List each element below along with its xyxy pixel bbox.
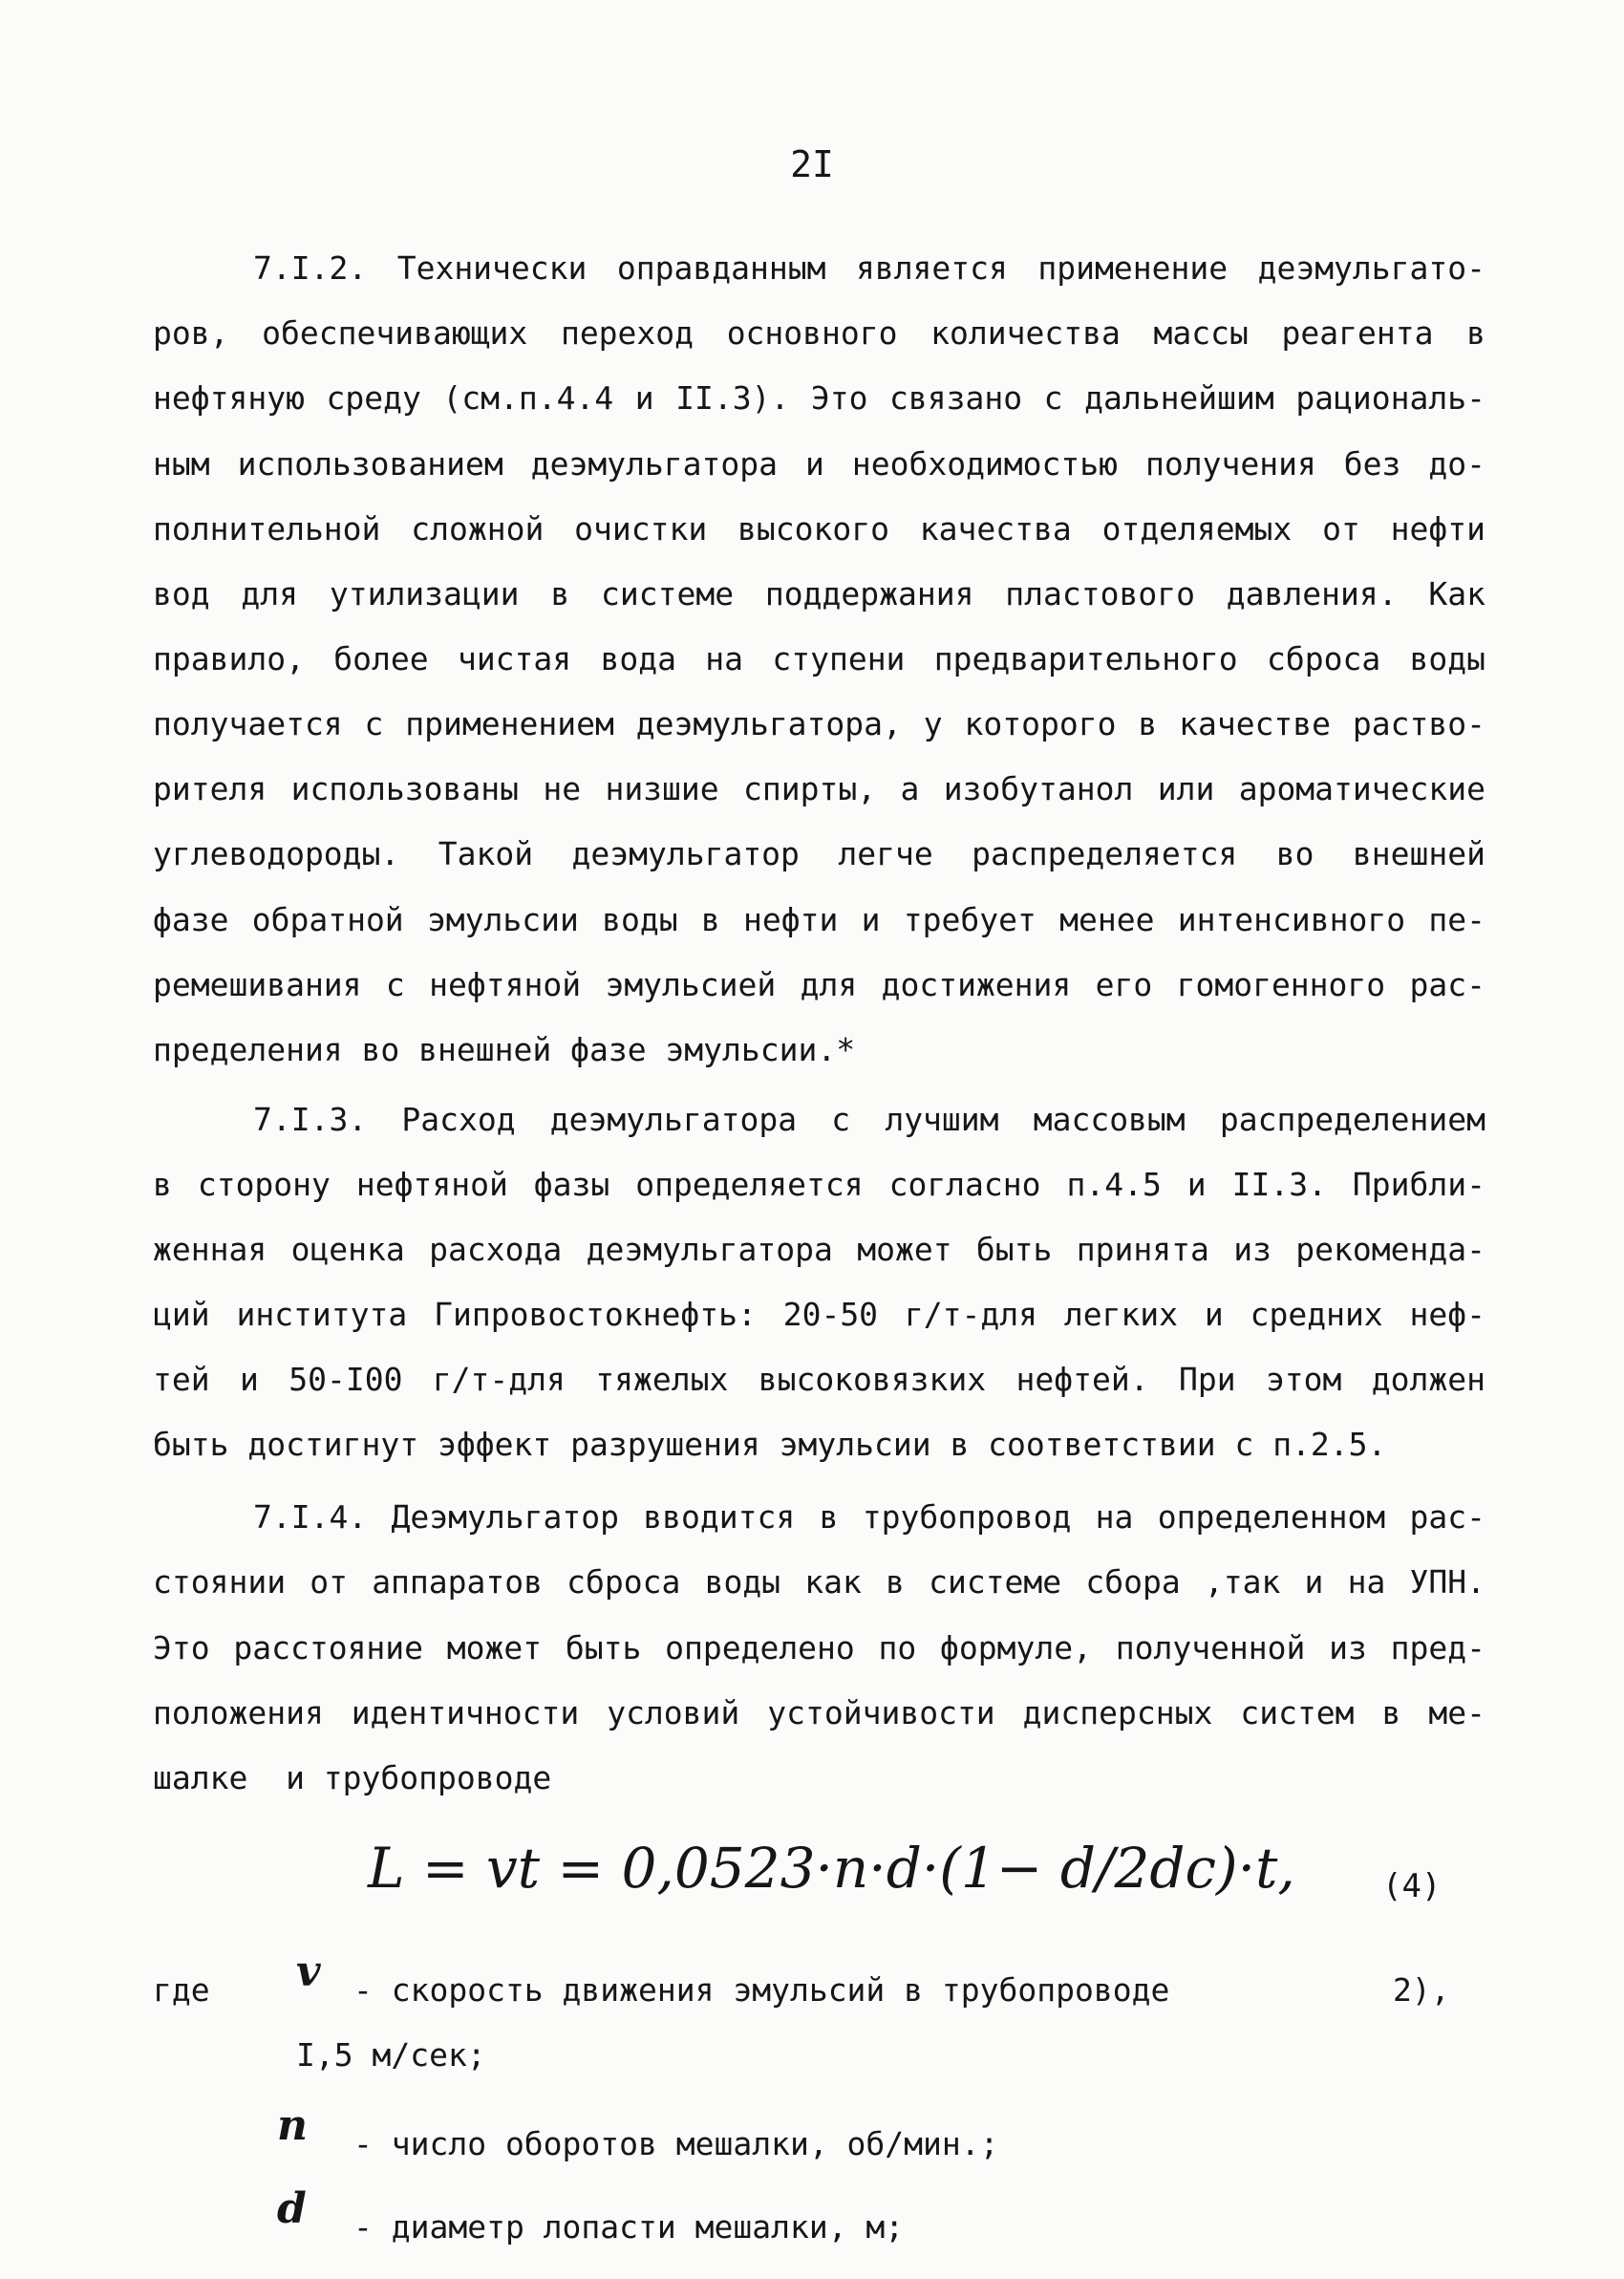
text-line: 7.I.3. Расход деэмульгатора с лучшим массовым распределением xyxy=(253,1100,1485,1138)
symbol-d: d xyxy=(277,2183,307,2233)
text-line: получается с применением деэмульгатора, у которого в качестве раство- xyxy=(153,705,1485,743)
text-line: ров, обеспечивающих переход основного количества массы реагента в xyxy=(153,314,1485,353)
text-line: 7.I.2. Технически оправданным является применение деэмульгато- xyxy=(253,249,1485,288)
text-line: ным использованием деэмульгатора и необходимостью получения без до- xyxy=(153,444,1485,483)
text-line: вод для утилизации в системе поддержания пластового давления. Как xyxy=(153,574,1485,613)
text-line: в сторону нефтяной фазы определяется согласно п.4.5 и II.3. Прибли- xyxy=(153,1165,1485,1203)
text-line: шалке и трубопроводе xyxy=(153,1758,552,1796)
text-line: 7.I.4. Деэмульгатор вводится в трубопровод на определенном рас- xyxy=(253,1498,1485,1537)
text-line: углеводороды. Такой деэмульгатор легче распределяется во внешней xyxy=(153,835,1485,873)
text-line: ремешивания с нефтяной эмульсией для достижения его гомогенного рас- xyxy=(153,965,1485,1003)
text-line: быть достигнут эффект разрушения эмульсии в соответствии с п.2.5. xyxy=(153,1426,1387,1464)
page-number: 2I xyxy=(790,143,834,185)
text-line: полнительной сложной очистки высокого качества отделяемых от нефти xyxy=(153,509,1485,548)
definition-v-ref: 2), xyxy=(1393,1970,1450,2009)
text-line: стоянии от аппаратов сброса воды как в системе сбора ,так и на УПН. xyxy=(153,1563,1485,1602)
text-line: женная оценка расхода деэмульгатора может быть принята из рекоменда- xyxy=(153,1230,1485,1268)
text-line: Это расстояние может быть определено по формуле, полученной из пред- xyxy=(153,1628,1485,1666)
definition-v: - скорость движения эмульсий в трубопроводе xyxy=(353,1970,1170,2009)
where-label: где xyxy=(153,1970,210,2009)
formula: L = vt = 0,0523·n·d·(1− d/2dc)·t, xyxy=(368,1836,1295,1902)
symbol-n: n xyxy=(277,2101,308,2151)
text-line: правило, более чистая вода на ступени предварительного сброса воды xyxy=(153,640,1485,678)
text-line: нефтяную среду (см.п.4.4 и II.3). Это связано с дальнейшим рациональ- xyxy=(153,379,1485,418)
text-line: ций института Гипровостокнефть: 20-50 г/т-для легких и средних неф- xyxy=(153,1296,1485,1334)
text-line: фазе обратной эмульсии воды в нефти и требует менее интенсивного пе- xyxy=(153,900,1485,938)
symbol-v: v xyxy=(296,1947,321,1997)
text-line: положения идентичности условий устойчивости дисперсных систем в ме- xyxy=(153,1693,1485,1731)
definition-d: - диаметр лопасти мешалки, м; xyxy=(353,2207,905,2246)
formula-number: (4) xyxy=(1382,1867,1442,1906)
text-line: рителя использованы не низшие спирты, а изобутанол или ароматические xyxy=(153,770,1485,808)
text-line: пределения во внешней фазе эмульсии.* xyxy=(153,1030,856,1068)
definition-v-cont: I,5 м/сек; xyxy=(296,2036,486,2074)
definition-n: - число оборотов мешалки, об/мин.; xyxy=(353,2124,999,2162)
text-line: тей и 50-I00 г/т-для тяжелых высоковязких нефтей. При этом должен xyxy=(153,1361,1485,1399)
